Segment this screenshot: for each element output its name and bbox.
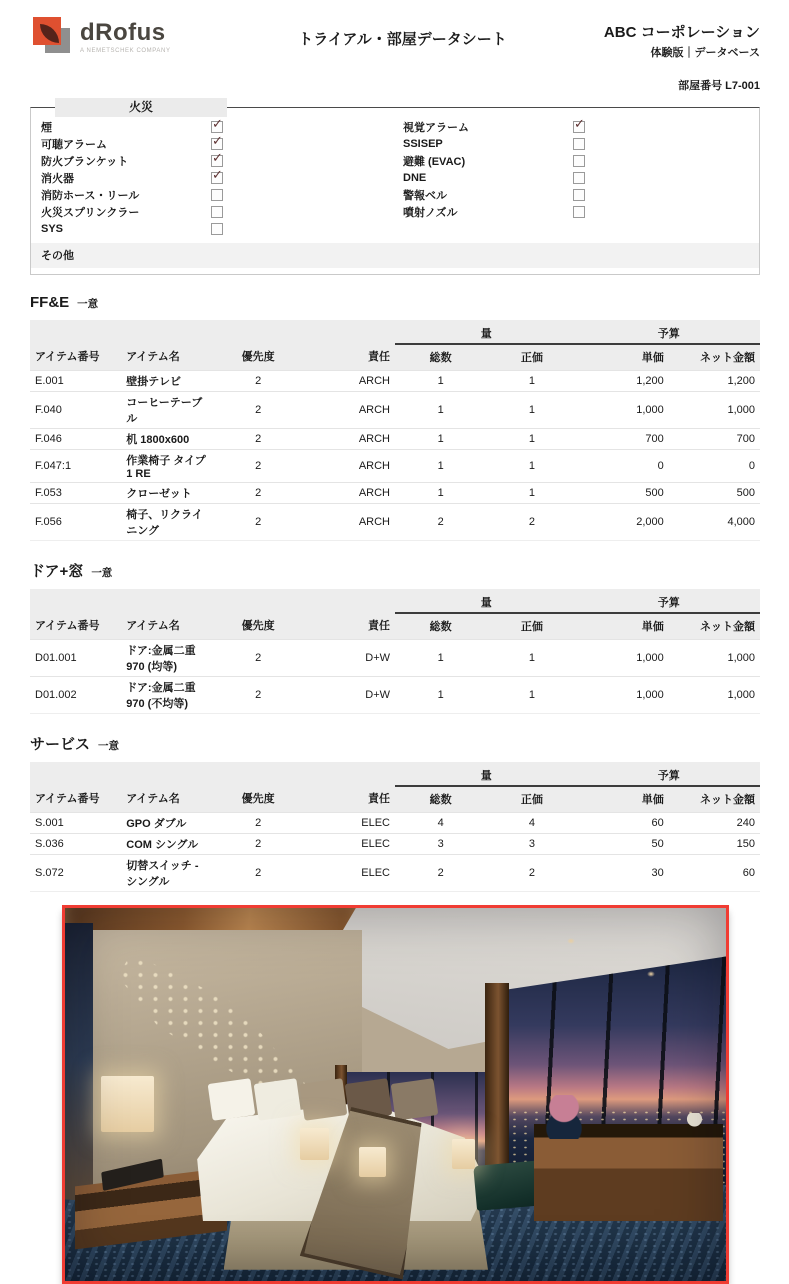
services-table xyxy=(30,762,760,892)
column-header-qty-total: 総数 xyxy=(395,344,486,371)
fire-checklist xyxy=(31,115,759,237)
qty-total: 3 xyxy=(395,834,486,855)
item-number: F.056 xyxy=(30,504,121,541)
qty-net: 1 xyxy=(486,640,577,677)
header-columns-row xyxy=(30,344,760,371)
priority: 2 xyxy=(213,834,304,855)
room-number: 部屋番号 L7-001 xyxy=(678,80,760,92)
qty-total: 1 xyxy=(395,450,486,483)
photo-vignette xyxy=(65,908,726,1281)
item-number: E.001 xyxy=(30,371,121,392)
checkmark-icon: ✓ xyxy=(212,132,223,148)
fire-option-label: 消防ホース・リール xyxy=(41,189,140,202)
table-row xyxy=(30,483,760,504)
other-section-header: その他 xyxy=(31,243,759,268)
unit-price: 700 xyxy=(578,429,669,450)
qty-net: 4 xyxy=(486,813,577,834)
brand-tagline: A NEMETSCHEK COMPANY xyxy=(80,47,171,54)
ffe-table xyxy=(30,320,760,541)
column-header-item-name: アイテム名 xyxy=(121,344,212,371)
column-header-responsibility: 責任 xyxy=(304,613,395,640)
item-number: F.047:1 xyxy=(30,450,121,483)
table-row xyxy=(30,504,760,541)
table-row xyxy=(30,640,760,677)
item-name: 机 1800x600 xyxy=(121,429,212,450)
fire-option-label: 火災スプリンクラー xyxy=(41,206,140,219)
room-photo xyxy=(62,905,729,1284)
section-name: サービス xyxy=(30,736,91,753)
net-amount: 0 xyxy=(669,450,760,483)
fire-option-label: 煙 xyxy=(41,121,52,134)
section-unique-label: 一意 xyxy=(77,298,99,310)
fire-option xyxy=(395,152,759,169)
fire-option xyxy=(395,115,759,135)
section-unique-label: 一意 xyxy=(91,567,113,579)
fire-option xyxy=(395,203,759,220)
item-name: コーヒーテーブル xyxy=(121,392,212,429)
budget-group-header: 予算 xyxy=(578,320,761,344)
doors-windows-section xyxy=(30,560,760,714)
net-amount: 240 xyxy=(669,813,760,834)
qty-net: 1 xyxy=(486,483,577,504)
checkbox[interactable] xyxy=(211,132,223,150)
responsibility: ARCH xyxy=(304,483,395,504)
doors-windows-title xyxy=(30,560,760,581)
column-header-net-amount: ネット金額 xyxy=(669,344,760,371)
checkbox[interactable] xyxy=(573,172,585,184)
responsibility: ARCH xyxy=(304,429,395,450)
unit-price: 1,200 xyxy=(578,371,669,392)
net-amount: 700 xyxy=(669,429,760,450)
qty-total: 1 xyxy=(395,371,486,392)
ffe-section xyxy=(30,294,760,541)
net-amount: 1,200 xyxy=(669,371,760,392)
priority: 2 xyxy=(213,813,304,834)
ffe-table-header xyxy=(30,320,760,371)
qty-total: 1 xyxy=(395,392,486,429)
drofus-logo-icon xyxy=(30,14,74,60)
unit-price: 60 xyxy=(578,813,669,834)
fire-option-label: 噴射ノズル xyxy=(403,206,458,219)
column-header-net-amount: ネット金額 xyxy=(669,786,760,813)
checkbox[interactable] xyxy=(211,206,223,218)
qty-net: 3 xyxy=(486,834,577,855)
item-number: F.046 xyxy=(30,429,121,450)
header-spacer xyxy=(30,762,395,786)
qty-net: 1 xyxy=(486,392,577,429)
fire-section-tab: 火災 xyxy=(55,98,227,117)
checkbox[interactable] xyxy=(573,189,585,201)
header-spacer xyxy=(30,589,395,613)
checkbox[interactable] xyxy=(573,155,585,167)
item-number: F.053 xyxy=(30,483,121,504)
column-header-unit-price: 単価 xyxy=(578,613,669,640)
quantity-group-header: 量 xyxy=(395,320,578,344)
qty-net: 1 xyxy=(486,677,577,714)
qty-total: 1 xyxy=(395,677,486,714)
section-name: ドア+窓 xyxy=(30,563,84,580)
item-name: 作業椅子 タイプ 1 RE xyxy=(121,450,212,483)
column-header-priority: 優先度 xyxy=(213,786,304,813)
checkbox[interactable] xyxy=(211,189,223,201)
net-amount: 1,000 xyxy=(669,640,760,677)
responsibility: ARCH xyxy=(304,450,395,483)
net-amount: 1,000 xyxy=(669,392,760,429)
fire-right-column xyxy=(395,115,759,237)
priority: 2 xyxy=(213,504,304,541)
unit-price: 1,000 xyxy=(578,640,669,677)
budget-group-header: 予算 xyxy=(578,762,761,786)
brand-name: dRofus xyxy=(80,18,166,46)
unit-price: 1,000 xyxy=(578,677,669,714)
qty-net: 1 xyxy=(486,371,577,392)
column-header-net-amount: ネット金額 xyxy=(669,613,760,640)
responsibility: D+W xyxy=(304,640,395,677)
checkbox[interactable] xyxy=(573,206,585,218)
responsibility: ELEC xyxy=(304,813,395,834)
logo-text xyxy=(80,18,171,54)
fire-option xyxy=(31,203,395,220)
unit-price: 1,000 xyxy=(578,392,669,429)
fire-option xyxy=(31,220,395,237)
header-group-row xyxy=(30,320,760,344)
column-header-priority: 優先度 xyxy=(213,344,304,371)
organization-name: ABC コーポレーション xyxy=(603,24,760,41)
item-number: S.072 xyxy=(30,855,121,892)
priority: 2 xyxy=(213,677,304,714)
column-header-qty-net: 正価 xyxy=(486,344,577,371)
net-amount: 4,000 xyxy=(669,504,760,541)
section-name: FF&E xyxy=(30,294,70,311)
unit-price: 30 xyxy=(578,855,669,892)
qty-total: 4 xyxy=(395,813,486,834)
priority: 2 xyxy=(213,640,304,677)
header-group-row xyxy=(30,589,760,613)
checkbox[interactable] xyxy=(573,138,585,150)
responsibility: ARCH xyxy=(304,504,395,541)
checkbox[interactable] xyxy=(211,223,223,235)
column-header-item-number: アイテム番号 xyxy=(30,344,121,371)
fire-option xyxy=(395,186,759,203)
item-name: GPO ダブル xyxy=(121,813,212,834)
checkmark-icon: ✓ xyxy=(212,149,223,165)
fire-option-label: SYS xyxy=(41,222,64,235)
item-name: COM シングル xyxy=(121,834,212,855)
checkmark-icon: ✓ xyxy=(574,115,585,131)
item-number: D01.001 xyxy=(30,640,121,677)
column-header-qty-total: 総数 xyxy=(395,786,486,813)
services-table-header xyxy=(30,762,760,813)
item-number: F.040 xyxy=(30,392,121,429)
column-header-responsibility: 責任 xyxy=(304,786,395,813)
fire-option-label: DNE xyxy=(403,171,427,184)
responsibility: ELEC xyxy=(304,855,395,892)
fire-left-column xyxy=(31,115,395,237)
qty-total: 1 xyxy=(395,429,486,450)
checkbox[interactable] xyxy=(573,115,585,133)
header-group-row xyxy=(30,762,760,786)
section-unique-label: 一意 xyxy=(98,740,120,752)
qty-total: 2 xyxy=(395,855,486,892)
table-row xyxy=(30,371,760,392)
checkbox[interactable] xyxy=(211,149,223,167)
document-header xyxy=(30,14,760,60)
checkbox[interactable] xyxy=(211,115,223,133)
column-header-item-name: アイテム名 xyxy=(121,786,212,813)
fire-option-label: 視覚アラーム xyxy=(403,121,469,134)
room-photo-image xyxy=(65,908,726,1281)
fire-option-label: SSISEP xyxy=(403,137,443,150)
database-label: 体験版｜データベース xyxy=(650,46,760,59)
net-amount: 500 xyxy=(669,483,760,504)
column-header-item-number: アイテム番号 xyxy=(30,613,121,640)
fire-option xyxy=(31,186,395,203)
services-section xyxy=(30,733,760,892)
column-header-unit-price: 単価 xyxy=(578,786,669,813)
item-name: 椅子、リクライニング xyxy=(121,504,212,541)
fire-option-label: 警報ベル xyxy=(403,189,447,202)
priority: 2 xyxy=(213,450,304,483)
column-header-qty-total: 総数 xyxy=(395,613,486,640)
item-name: 壁掛テレビ xyxy=(121,371,212,392)
responsibility: ARCH xyxy=(304,392,395,429)
fire-option-label: 可聴アラーム xyxy=(41,138,107,151)
doors-windows-table-header xyxy=(30,589,760,640)
document-title: トライアル・部屋データシート xyxy=(298,31,507,48)
qty-net: 1 xyxy=(486,450,577,483)
fire-section xyxy=(30,100,760,275)
item-name: クローゼット xyxy=(121,483,212,504)
unit-price: 0 xyxy=(578,450,669,483)
fire-option xyxy=(395,169,759,186)
drofus-logo xyxy=(30,14,245,60)
priority: 2 xyxy=(213,371,304,392)
table-row xyxy=(30,677,760,714)
checkmark-icon: ✓ xyxy=(212,166,223,182)
responsibility: ELEC xyxy=(304,834,395,855)
organization-block xyxy=(560,14,760,60)
table-row xyxy=(30,834,760,855)
header-columns-row xyxy=(30,786,760,813)
column-header-qty-net: 正価 xyxy=(486,786,577,813)
checkbox[interactable] xyxy=(211,166,223,184)
fire-option-label: 消火器 xyxy=(41,172,74,185)
table-row xyxy=(30,450,760,483)
item-number: S.036 xyxy=(30,834,121,855)
column-header-responsibility: 責任 xyxy=(304,344,395,371)
item-tables xyxy=(30,294,760,892)
fire-option xyxy=(31,166,395,186)
ffe-title xyxy=(30,294,760,312)
column-header-item-number: アイテム番号 xyxy=(30,786,121,813)
unit-price: 500 xyxy=(578,483,669,504)
column-header-qty-net: 正価 xyxy=(486,613,577,640)
header-columns-row xyxy=(30,613,760,640)
item-number: D01.002 xyxy=(30,677,121,714)
fire-option xyxy=(395,135,759,152)
item-name: 切替スイッチ - シングル xyxy=(121,855,212,892)
net-amount: 150 xyxy=(669,834,760,855)
qty-net: 2 xyxy=(486,855,577,892)
services-title xyxy=(30,733,760,754)
budget-group-header: 予算 xyxy=(578,589,761,613)
quantity-group-header: 量 xyxy=(395,589,578,613)
item-number: S.001 xyxy=(30,813,121,834)
item-name: ドア:金属二重970 (不均等) xyxy=(121,677,212,714)
column-header-unit-price: 単価 xyxy=(578,344,669,371)
responsibility: ARCH xyxy=(304,371,395,392)
unit-price: 50 xyxy=(578,834,669,855)
net-amount: 60 xyxy=(669,855,760,892)
fire-option-label: 避難 (EVAC) xyxy=(403,155,466,168)
table-row xyxy=(30,855,760,892)
priority: 2 xyxy=(213,855,304,892)
quantity-group-header: 量 xyxy=(395,762,578,786)
checkmark-icon: ✓ xyxy=(212,115,223,131)
header-spacer xyxy=(30,320,395,344)
qty-total: 1 xyxy=(395,640,486,677)
table-row xyxy=(30,813,760,834)
table-row xyxy=(30,392,760,429)
doors-windows-table xyxy=(30,589,760,714)
qty-net: 1 xyxy=(486,429,577,450)
priority: 2 xyxy=(213,392,304,429)
qty-total: 1 xyxy=(395,483,486,504)
qty-total: 2 xyxy=(395,504,486,541)
net-amount: 1,000 xyxy=(669,677,760,714)
table-row xyxy=(30,429,760,450)
priority: 2 xyxy=(213,429,304,450)
column-header-item-name: アイテム名 xyxy=(121,613,212,640)
fire-option-label: 防火ブランケット xyxy=(41,155,129,168)
qty-net: 2 xyxy=(486,504,577,541)
responsibility: D+W xyxy=(304,677,395,714)
column-header-priority: 優先度 xyxy=(213,613,304,640)
priority: 2 xyxy=(213,483,304,504)
item-name: ドア:金属二重970 (均等) xyxy=(121,640,212,677)
unit-price: 2,000 xyxy=(578,504,669,541)
